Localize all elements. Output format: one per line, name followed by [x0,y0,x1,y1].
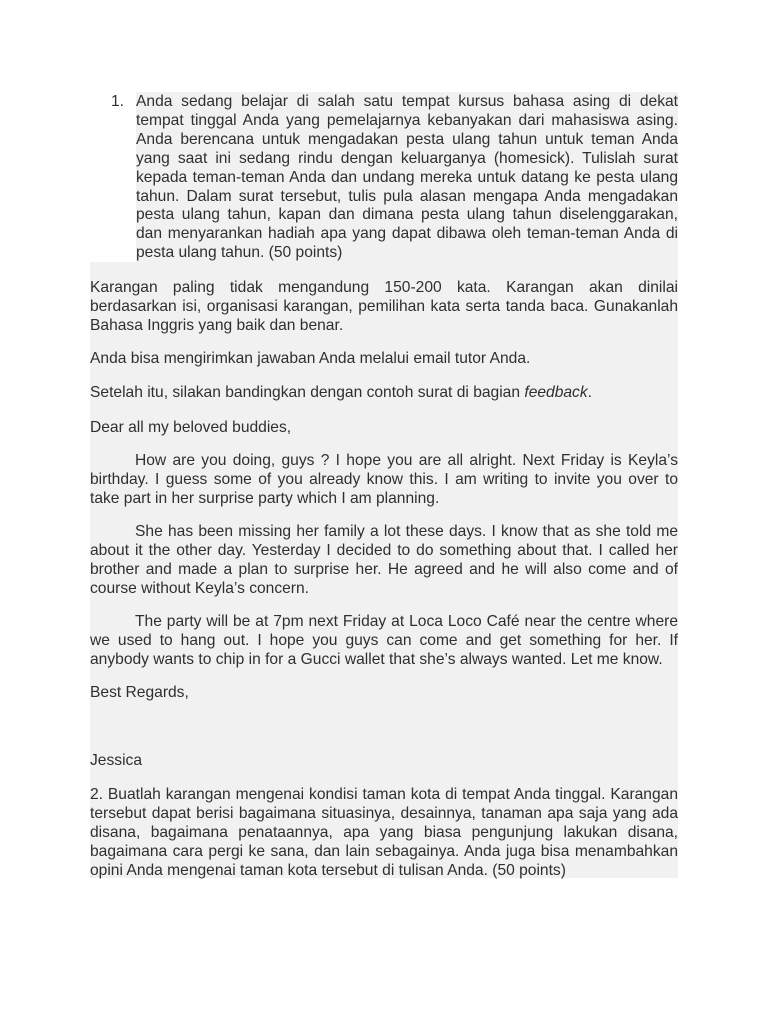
question1-number: 1. [111,93,125,110]
letter-closing: Best Regards, [90,684,189,701]
instruction-compare-prefix: Setelah itu, silakan bandingkan dengan contoh surat di bagian [90,384,525,401]
question1-text: Anda sedang belajar di salah satu tempat kursus bahasa asing di dekat tempat tinggal Anda yang pemelajarnya kebanyakan dari mahasiswa asing. Anda berencana untuk mengadakan pesta ulang tahun untuk teman Anda yang saat ini sedang rindu dengan keluarganya (homesick). Tulislah surat kepada teman-teman Anda dan undang mereka untuk datang ke pesta ulang tahun. Dalam surat tersebut, tulis pula alasan mengapa Anda mengadakan pesta ulang tahun, kapan dan dimana pesta ulang tahun diselenggarakan, dan menyarankan hadiah apa yang dapat dibawa oleh teman-teman Anda di pesta ulang tahun. (50 points) [136,93,678,262]
instruction-compare [90,384,678,403]
letter-signature: Jessica [90,752,142,769]
instruction-compare-suffix: . [587,384,592,401]
letter-paragraph-2: She has been missing her family a lot these days. I know that as she told me about it the other day. Yesterday I decided to do something about that. I called her brother and made a plan to surprise her. He agreed and he will also come and of course without Keyla’s concern. [90,523,678,597]
letter-paragraph-3: The party will be at 7pm next Friday at Loca Loco Café near the centre where we used to hang out. I hope you guys can come and get something for her. If anybody wants to chip in for a Gucci wallet that she’s always wanted. Let me know. [90,613,678,668]
letter-paragraph-1: How are you doing, guys ? I hope you are all alright. Next Friday is Keyla’s birthday. I guess some of you already know this. I am writing to invite you over to take part in her surprise party which I am planning. [90,452,678,507]
instruction-length: Karangan paling tidak mengandung 150-200 kata. Karangan akan dinilai berdasarkan isi, organisasi karangan, pemilihan kata serta tanda baca. Gunakanlah Bahasa Inggris yang baik dan benar. [90,279,678,334]
instruction-compare-emphasis: feedback [524,384,588,401]
letter-salutation: Dear all my beloved buddies, [90,419,292,436]
question2-text: 2. Buatlah karangan mengenai kondisi taman kota di tempat Anda tinggal. Karangan tersebut dapat berisi bagaimana situasinya, desainnya, tanaman apa saja yang ada disana, bagaimana penataannya, apa yang biasa pengunjung lakukan disana, bagaimana cara pergi ke sana, dan lain sebagainya. Anda juga bisa menambahkan opini Anda mengenai taman kota tersebut di tulisan Anda. (50 points) [90,786,678,879]
instruction-submit: Anda bisa mengirimkan jawaban Anda melalui email tutor Anda. [90,350,531,367]
